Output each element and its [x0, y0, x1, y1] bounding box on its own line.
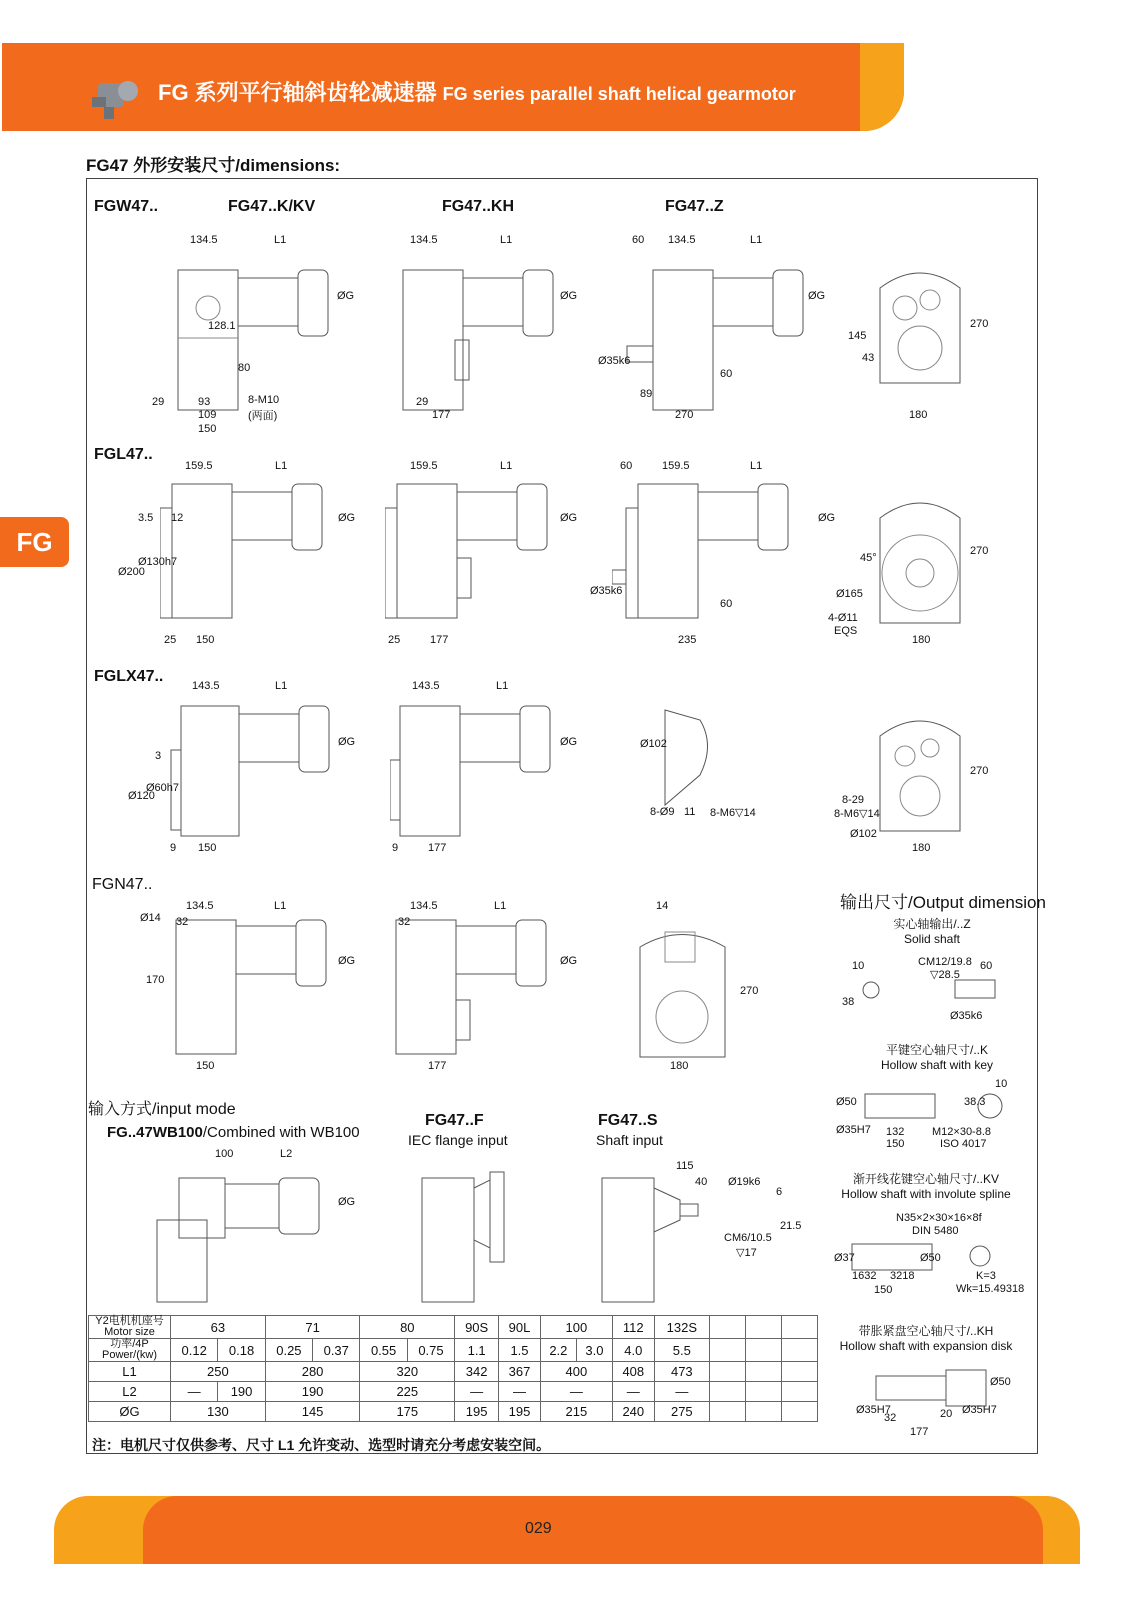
blank-cell [782, 1316, 818, 1339]
dim-150-c: 150 [198, 842, 217, 854]
dim-45deg: 45° [860, 552, 877, 564]
dim-177-c: 177 [428, 842, 447, 854]
dim-89: 89 [640, 388, 653, 400]
key-150: 150 [886, 1138, 905, 1150]
dim-177-b: 177 [430, 634, 449, 646]
spline-din: DIN 5480 [912, 1225, 959, 1237]
size-112: 112 [612, 1316, 654, 1339]
model-fgw: FGW47.. [94, 198, 159, 215]
spline-n35: N35×2×30×16×8f [896, 1212, 982, 1224]
table-row-g [89, 1402, 818, 1422]
disk-35-b: Ø35H7 [962, 1404, 997, 1416]
footer-inner [143, 1496, 1043, 1564]
section-title: FG47 外形安装尺寸/dimensions: [86, 156, 341, 175]
dim-170: 170 [146, 974, 165, 986]
power-cell: 4.0 [612, 1339, 654, 1362]
solid-cn: 实心轴输出/..Z [893, 917, 971, 931]
l1-cell: 342 [455, 1362, 499, 1382]
dim-270-e: 270 [740, 985, 759, 997]
dim-l1-i: L1 [274, 900, 287, 912]
blank-cell [746, 1362, 782, 1382]
g-cell: 145 [265, 1402, 360, 1422]
drawing-fgn [170, 910, 335, 1060]
dim-102-b: Ø102 [850, 828, 877, 840]
dim-14-a: Ø14 [140, 912, 161, 924]
dim-phig-e: ØG [560, 512, 578, 524]
l2-cell: — [455, 1382, 499, 1402]
solid-10: 10 [852, 960, 865, 972]
drawing-fgl-kh [385, 478, 560, 628]
s-subtitle: Shaft input [596, 1132, 663, 1148]
power-cell: 0.37 [313, 1339, 360, 1362]
blank-cell [710, 1362, 746, 1382]
spline-1632: 1632 [852, 1270, 877, 1282]
drawing-fgl-z [612, 478, 812, 628]
key-cn: 平键空心轴尺寸/..K [885, 1043, 988, 1057]
footnote: 注：电机尺寸仅供参考、尺寸 L1 允许变动、选型时请充分考虑安装空间。 [92, 1437, 551, 1453]
solid-60: 60 [980, 960, 993, 972]
dim-29-b: 29 [416, 396, 429, 408]
drawing-iec-flange [420, 1168, 510, 1305]
dim-l1-g: L1 [275, 680, 288, 692]
dim-180-c: 180 [912, 842, 931, 854]
solid-35k6: Ø35k6 [950, 1010, 983, 1022]
disk-35-a: Ø35H7 [856, 1404, 891, 1416]
dim-100: 100 [215, 1148, 234, 1160]
drawing-fglx [165, 700, 340, 845]
l2-cell: 190 [265, 1382, 360, 1402]
dim-159-5-c: 159.5 [662, 460, 690, 472]
input-mode-title: 输入方式/input mode [88, 1101, 236, 1118]
drawing-end-view-2 [875, 488, 965, 628]
dim-8-9: 8-Ø9 [650, 806, 675, 818]
title-cn: FG 系列平行轴斜齿轮减速器 [158, 80, 437, 105]
dim-eqs: EQS [834, 625, 858, 637]
dim-phig-i: ØG [338, 955, 356, 967]
key-38-3: 38.3 [964, 1096, 986, 1108]
dim-60-a: 60 [632, 234, 645, 246]
dim-134-5-b: 134.5 [410, 234, 438, 246]
table-row-power [89, 1339, 818, 1362]
dim-115: 115 [676, 1160, 694, 1172]
dim-60h7: Ø60h7 [146, 782, 180, 794]
table-row-l2 [89, 1382, 818, 1402]
dim-l1-d: L1 [275, 460, 288, 472]
dim-80-a: 80 [238, 362, 251, 374]
dim-177-a: 177 [432, 409, 451, 421]
blank-cell [710, 1382, 746, 1402]
dim-6: 6 [776, 1186, 783, 1198]
dim-25-b: 25 [388, 634, 401, 646]
blank-cell [746, 1316, 782, 1339]
dim-270-c: 270 [970, 545, 989, 557]
solid-en: Solid shaft [903, 932, 961, 946]
power-cell: 1.1 [455, 1339, 499, 1362]
dim-200: Ø200 [118, 566, 145, 578]
dim-phig-h: ØG [560, 736, 578, 748]
g-cell: 240 [612, 1402, 654, 1422]
key-10: 10 [995, 1078, 1008, 1090]
s-title: FG47..S [598, 1112, 658, 1129]
power-cell: 0.25 [265, 1339, 312, 1362]
dim-180-b: 180 [912, 634, 931, 646]
blank-cell [782, 1339, 818, 1362]
dim-phig-c: ØG [808, 290, 826, 302]
spline-3218: 3218 [890, 1270, 915, 1282]
dim-130h7: Ø130h7 [138, 556, 178, 568]
l2-cell: — [654, 1382, 709, 1402]
header-l1: L1 [89, 1362, 171, 1382]
drawing-flange-section [660, 705, 720, 815]
power-cell: 0.55 [360, 1339, 407, 1362]
blank-cell [782, 1362, 818, 1382]
header-l2: L2 [89, 1382, 171, 1402]
dim-134-5-e: 134.5 [410, 900, 438, 912]
power-cell: 5.5 [654, 1339, 709, 1362]
dim-60-b: 60 [720, 368, 733, 380]
blank-cell [746, 1339, 782, 1362]
l2-cell: — [612, 1382, 654, 1402]
key-35: Ø35H7 [836, 1124, 871, 1136]
power-cell: 0.18 [218, 1339, 265, 1362]
solid-28-5: ▽28.5 [930, 969, 960, 981]
disk-177: 177 [910, 1426, 929, 1438]
spline-150: 150 [874, 1284, 893, 1296]
dim-120: Ø120 [128, 790, 155, 802]
dim-l2: L2 [280, 1148, 293, 1160]
dim-8m10: 8-M10 [248, 394, 280, 406]
dim-109: 109 [198, 409, 217, 421]
l2-cell: — [171, 1382, 218, 1402]
l1-cell: 320 [360, 1362, 455, 1382]
spline-en: Hollow shaft with involute spline [841, 1187, 1011, 1201]
wb-model: FG..47WB100 [107, 1124, 203, 1141]
spline-50: Ø50 [920, 1252, 941, 1264]
l1-cell: 280 [265, 1362, 360, 1382]
g-cell: 195 [499, 1402, 541, 1422]
model-fgk: FG47..K/KV [228, 198, 316, 215]
dim-phig-k: ØG [338, 1196, 356, 1208]
page-number: 029 [525, 1520, 552, 1537]
dim-l1-c: L1 [750, 234, 763, 246]
key-shaft-caption [862, 1043, 1012, 1073]
dim-9-a: 9 [170, 842, 177, 854]
solid-38: 38 [842, 996, 855, 1008]
dim-159-5-a: 159.5 [185, 460, 213, 472]
disk-cn: 带胀紧盘空心轴尺寸/..KH [858, 1324, 994, 1338]
l1-cell: 367 [499, 1362, 541, 1382]
dim-l1-f: L1 [750, 460, 763, 472]
drawing-fgk [395, 258, 555, 418]
power-cell: 1.5 [499, 1339, 541, 1362]
dim-93: 93 [198, 396, 211, 408]
dim-150-a: 150 [198, 423, 217, 435]
size-63: 63 [171, 1316, 266, 1339]
dim-29-a: 29 [152, 396, 165, 408]
spline-cn: 渐开线花键空心轴尺寸/..KV [852, 1172, 999, 1186]
output-dimension-title: 输出尺寸/Output dimension [840, 893, 1046, 912]
l1-cell: 408 [612, 1362, 654, 1382]
side-tab: FG [0, 517, 69, 567]
dim-phig-f: ØG [818, 512, 836, 524]
dim-60-c: 60 [620, 460, 633, 472]
dim-270-d: 270 [970, 765, 989, 777]
dim-150-d: 150 [196, 1060, 215, 1072]
dim-8m6-a: 8-M6▽14 [710, 807, 756, 819]
l2-cell: — [540, 1382, 612, 1402]
dim-8m6-b: 8-M6▽14 [834, 808, 880, 820]
dim-l1-h: L1 [496, 680, 509, 692]
disk-20: 20 [940, 1408, 953, 1420]
dim-35k6-b: Ø35k6 [590, 585, 623, 597]
blank-cell [782, 1382, 818, 1402]
dim-phig-g: ØG [338, 736, 356, 748]
l2-cell: 190 [218, 1382, 265, 1402]
dim-phig-j: ØG [560, 955, 578, 967]
dim-180-d: 180 [670, 1060, 689, 1072]
size-100: 100 [540, 1316, 612, 1339]
model-fgn: FGN47.. [92, 876, 153, 893]
dim-134-5-d: 134.5 [186, 900, 214, 912]
dim-150-b: 150 [196, 634, 215, 646]
dim-165: Ø165 [836, 588, 863, 600]
dim-32-b: 32 [398, 916, 411, 928]
dim-11: 11 [684, 806, 696, 818]
model-fgkh: FG47..KH [442, 198, 515, 215]
header-accent [860, 43, 904, 131]
blank-cell [710, 1402, 746, 1422]
drawing-end-view-4 [635, 922, 730, 1062]
dim-l1-e: L1 [500, 460, 513, 472]
power-cell: 3.0 [576, 1339, 612, 1362]
dim-180-a: 180 [909, 409, 928, 421]
l1-cell: 250 [171, 1362, 266, 1382]
dim-phig-a: ØG [337, 290, 355, 302]
gearmotor-logo-icon [88, 73, 140, 123]
g-cell: 195 [455, 1402, 499, 1422]
dim-40: 40 [695, 1176, 708, 1188]
dim-35k6-a: Ø35k6 [598, 355, 631, 367]
spline-37: Ø37 [834, 1252, 855, 1264]
dim-134-5-a: 134.5 [190, 234, 218, 246]
dim-235: 235 [678, 634, 697, 646]
dim-l1-b: L1 [500, 234, 513, 246]
motor-spec-table [88, 1315, 818, 1422]
disk-en: Hollow shaft with expansion disk [839, 1339, 1013, 1353]
dim-145: 145 [848, 330, 867, 342]
dim-8m10-note: (两面) [248, 410, 278, 422]
dim-14-b: 14 [656, 900, 669, 912]
l1-cell: 400 [540, 1362, 612, 1382]
drawing-wb100 [155, 1170, 340, 1305]
blank-cell [710, 1316, 746, 1339]
power-cell: 0.12 [171, 1339, 218, 1362]
header-motor-size: Y2电机机座号 Motor size [89, 1316, 171, 1339]
key-132: 132 [886, 1126, 905, 1138]
dim-17: ▽17 [736, 1247, 757, 1259]
dim-102-a: Ø102 [640, 738, 667, 750]
drawing-disk-shaft [870, 1368, 1000, 1408]
wb-title [107, 1124, 360, 1141]
key-iso: ISO 4017 [940, 1138, 987, 1150]
l2-cell: 225 [360, 1382, 455, 1402]
disk-32: 32 [884, 1412, 897, 1424]
l2-cell: — [499, 1382, 541, 1402]
header-g: ØG [89, 1402, 171, 1422]
title-en: FG series parallel shaft helical gearmotor [442, 84, 796, 104]
dim-159-5-b: 159.5 [410, 460, 438, 472]
dim-143-5-a: 143.5 [192, 680, 220, 692]
drawing-shaft-input [600, 1168, 700, 1305]
dim-25-a: 25 [164, 634, 177, 646]
model-fgl: FGL47.. [94, 446, 153, 463]
f-title: FG47..F [425, 1112, 484, 1129]
spline-wk: Wk=15.49318 [956, 1283, 1025, 1295]
dim-32-a: 32 [176, 916, 189, 928]
dim-phig-b: ØG [560, 290, 578, 302]
page-title [158, 76, 796, 107]
dim-l1-j: L1 [494, 900, 507, 912]
disk-shaft-caption [836, 1324, 1016, 1354]
power-cell: 0.75 [407, 1339, 454, 1362]
dim-60-d: 60 [720, 598, 733, 610]
dim-19k6: Ø19k6 [728, 1176, 761, 1188]
size-90l: 90L [499, 1316, 541, 1339]
drawing-fgn-kh [390, 910, 565, 1060]
drawing-fgl [160, 478, 335, 628]
dim-8-29: 8-29 [842, 794, 865, 806]
dim-128-1-a: 128.1 [208, 320, 236, 332]
blank-cell [782, 1402, 818, 1422]
f-subtitle: IEC flange input [408, 1132, 508, 1148]
g-cell: 215 [540, 1402, 612, 1422]
dim-9-b: 9 [392, 842, 399, 854]
blank-cell [746, 1382, 782, 1402]
dim-270-b: 270 [970, 318, 989, 330]
drawing-fglx-2 [390, 700, 565, 845]
dim-4-11: 4-Ø11 [828, 612, 858, 624]
g-cell: 175 [360, 1402, 455, 1422]
dim-134-5-c: 134.5 [668, 234, 696, 246]
wb-subtitle: /Combined with WB100 [202, 1124, 360, 1141]
disk-50: Ø50 [990, 1376, 1011, 1388]
g-cell: 130 [171, 1402, 266, 1422]
spline-k3: K=3 [976, 1270, 996, 1282]
g-cell: 275 [654, 1402, 709, 1422]
solid-cm12: CM12/19.8 [918, 956, 972, 968]
spline-shaft-caption [836, 1172, 1016, 1202]
model-fgz: FG47..Z [665, 198, 724, 215]
key-50: Ø50 [836, 1096, 857, 1108]
dim-cm6: CM6/10.5 [724, 1232, 772, 1244]
dim-l1-a: L1 [274, 234, 287, 246]
dim-12: 12 [171, 512, 184, 524]
solid-shaft-caption [872, 917, 992, 947]
size-71: 71 [265, 1316, 360, 1339]
dim-143-5-b: 143.5 [412, 680, 440, 692]
blank-cell [746, 1402, 782, 1422]
dim-270-a: 270 [675, 409, 694, 421]
header-power: 功率/4P Power/(kw) [89, 1339, 171, 1362]
drawing-end-view-1 [875, 258, 965, 388]
dim-3-5: 3.5 [138, 512, 154, 524]
size-132s: 132S [654, 1316, 709, 1339]
key-m12: M12×30-8.8 [932, 1126, 992, 1138]
key-en: Hollow shaft with key [880, 1058, 994, 1072]
dim-177-d: 177 [428, 1060, 447, 1072]
dim-phig-d: ØG [338, 512, 356, 524]
dim-21-5: 21.5 [780, 1220, 802, 1232]
l1-cell: 473 [654, 1362, 709, 1382]
model-fglx: FGLX47.. [94, 668, 164, 685]
blank-cell [710, 1339, 746, 1362]
table-row-motor-size [89, 1316, 818, 1339]
size-90s: 90S [455, 1316, 499, 1339]
dim-43: 43 [862, 352, 875, 364]
power-cell: 2.2 [540, 1339, 576, 1362]
size-80: 80 [360, 1316, 455, 1339]
dim-3: 3 [155, 750, 162, 762]
table-row-l1 [89, 1362, 818, 1382]
drawing-end-view-3 [875, 706, 965, 836]
